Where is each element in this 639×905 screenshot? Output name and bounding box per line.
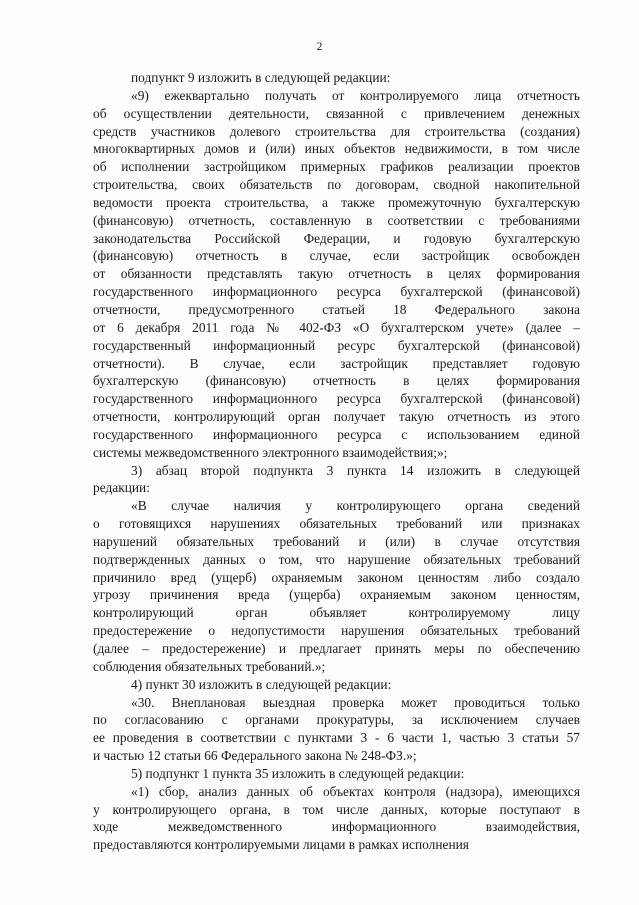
text-line: об осуществлении деятельности, связанной с привлечением денежных — [93, 105, 580, 121]
text-line: об исполнении застройщиком примерных графиков реализации проектов — [93, 159, 580, 175]
text-line: нарушений обязательных требований и (или) в случае отсутствия — [93, 533, 580, 549]
text-line: многоквартирных домов и (или) иных объектов недвижимости, в том числе — [93, 141, 580, 157]
text-line: соблюдения обязательных требований.»; — [93, 658, 326, 674]
text-line: «1) сбор, анализ данных об объектах контроля (надзора), имеющихся — [131, 783, 580, 799]
text-line: законодательства Российской Федерации, и годовую бухгалтерскую — [93, 230, 580, 246]
text-line: (далее – предостережение) и предлагает принять меры по обеспечению — [93, 641, 580, 656]
text-line: предоставляются контролируемыми лицами в рамках исполнения — [93, 837, 469, 853]
text-line: государственного информационного ресурса с использованием единой — [93, 426, 580, 442]
document-body — [93, 69, 580, 854]
paragraph — [93, 694, 580, 765]
text-line: редакции: — [93, 480, 150, 496]
text-line: 5) подпункт 1 пункта 35 изложить в следующей редакции: — [131, 765, 465, 781]
text-line: государственного информационного ресурса бухгалтерской (финансовой) — [93, 391, 580, 407]
text-line: государственного информационного ресурса бухгалтерской (финансовой) — [93, 284, 580, 300]
text-line: подпункт 9 изложить в следующей редакции: — [131, 70, 391, 85]
paragraph — [93, 497, 580, 675]
text-line: отчетности, контролирующий орган получает такую отчетность из этого — [93, 409, 580, 425]
text-line: предостережение о недопустимости нарушения обязательных требований — [93, 623, 580, 639]
text-line: и частью 12 статьи 66 Федерального закона № 248-ФЗ.»; — [93, 748, 417, 764]
paragraph — [93, 462, 580, 498]
text-line: средств участников долевого строительства для строительства (создания) — [93, 123, 580, 139]
text-line: от обязанности представлять такую отчетность в целях формирования — [93, 266, 580, 282]
paragraph — [93, 783, 580, 854]
text-line: подтвержденных данных о том, что нарушение обязательных требований — [93, 551, 580, 567]
text-line: угрозу причинения вреда (ущерба) охраняемым законом ценностям, — [93, 587, 580, 603]
text-line: «9) ежеквартально получать от контролируемого лица отчетность — [131, 87, 580, 103]
text-line: у контролирующего органа, в том числе данных, которые поступают в — [93, 801, 580, 817]
text-line: причинило вред (ущерб) охраняемым законом ценностям либо создало — [93, 569, 580, 585]
text-line: ходе межведомственного информационного взаимодействия, — [93, 819, 580, 835]
text-line: ее проведения в соответствии с пунктами 3 - 6 части 1, частью 3 статьи 57 — [93, 730, 580, 746]
page-number: 2 — [316, 41, 323, 53]
text-line: от 6 декабря 2011 года № 402-ФЗ «О бухгалтерском учете» (далее – — [93, 319, 580, 335]
text-line: отчетности). В случае, если застройщик представляет годовую — [93, 355, 580, 371]
text-line: по согласованию с органами прокуратуры, за исключением случаев — [93, 712, 580, 728]
text-line: «30. Внеплановая выездная проверка может проводиться только — [131, 694, 580, 710]
text-line: о готовящихся нарушениях обязательных требований или признаках — [93, 516, 580, 532]
text-line: 3) абзац второй подпункта 3 пункта 14 изложить в следующей — [131, 462, 580, 478]
text-line: контролирующий орган объявляет контролируемому лицу — [93, 605, 580, 621]
text-line: ведомости проекта строительства, а также промежуточную бухгалтерскую — [93, 194, 580, 210]
text-line: (финансовую) отчетность в случае, если застройщик освобожден — [93, 248, 580, 264]
text-line: строительства, своих обязательств по договорам, сводной накопительной — [93, 177, 580, 193]
text-line: отчетности, предусмотренного статьей 18 Федерального закона — [93, 301, 580, 317]
text-line: государственный информационный ресурс бухгалтерской (финансовой) — [93, 337, 580, 353]
paragraph — [93, 87, 580, 462]
paragraph — [93, 676, 580, 694]
text-line: 4) пункт 30 изложить в следующей редакции: — [131, 676, 392, 692]
paragraph — [93, 765, 580, 783]
paragraph — [93, 69, 580, 87]
text-line: бухгалтерскую (финансовую) отчетность в целях формирования — [93, 373, 580, 389]
text-line: «В случае наличия у контролирующего органа сведений — [131, 498, 580, 514]
text-line: (финансовую) отчетность, составленную в соответствии с требованиями — [93, 212, 580, 228]
text-line: системы межведомственного электронного взаимодействия;»; — [93, 444, 448, 460]
